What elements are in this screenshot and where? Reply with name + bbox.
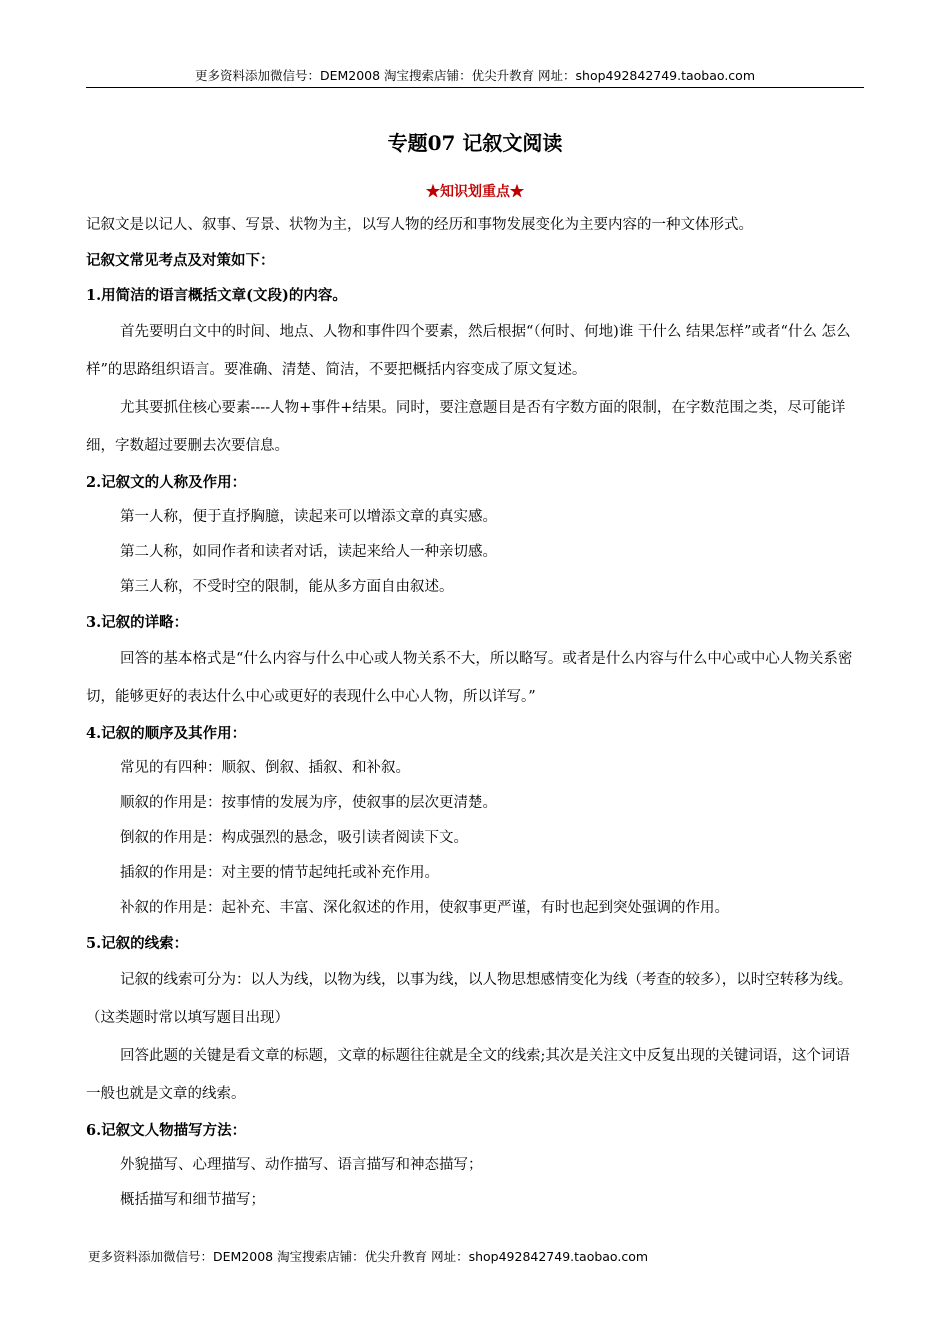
body-paragraph: 第一人称，便于直抒胸臆，读起来可以增添文章的真实感。: [120, 509, 497, 525]
section-heading: 5.记叙的线索：: [86, 935, 189, 952]
body-paragraph: 顺叙的作用是：按事情的发展为序，使叙事的层次更清楚。: [120, 795, 497, 811]
section-heading: 3.记叙的详略：: [86, 614, 189, 631]
header-divider: [86, 87, 864, 88]
document-body: [86, 208, 864, 1218]
body-paragraph: 第三人称，不受时空的限制，能从多方面自由叙述。: [120, 579, 454, 595]
section-heading: 6.记叙文人物描写方法：: [86, 1122, 247, 1139]
document-title: 专题07 记叙文阅读: [387, 131, 563, 155]
body-paragraph: 首先要明白文中的时间、地点、人物和事件四个要素，然后根据“（何时、何地)谁 干什么 结果怎样”或者“什么 怎么样”的思路组织语言。要准确、清楚、简洁，不要把概括内容变成了原文复述。: [86, 324, 851, 378]
body-paragraph: 回答此题的关键是看文章的标题，文章的标题往往就是全文的线索;其次是关注文中反复出现的关键词语，这个词语一般也就是文章的线索。: [86, 1048, 850, 1102]
body-paragraph: 第二人称，如同作者和读者对话，读起来给人一种亲切感。: [120, 544, 497, 560]
body-paragraph: 概括描写和细节描写；: [120, 1192, 265, 1208]
section-heading: 1.用简洁的语言概括文章(文段)的内容。: [86, 287, 347, 304]
body-paragraph: 插叙的作用是：对主要的情节起纯托或补充作用。: [120, 865, 439, 881]
body-paragraph: 倒叙的作用是：构成强烈的悬念，吸引读者阅读下文。: [120, 830, 468, 846]
body-paragraph: 尤其要抓住核心要素----人物+事件+结果。同时，要注意题目是否有字数方面的限制，在字数范围之类，尽可能详细，字数超过要删去次要信息。: [86, 400, 846, 454]
intro-paragraph: 记叙文是以记人、叙事、写景、状物为主，以写人物的经历和事物发展变化为主要内容的一种文体形式。: [86, 217, 753, 233]
page-footer: 更多资料添加微信号：DEM2008 淘宝搜索店铺：优尖升教育 网址：shop492842749.taobao.com: [88, 1249, 649, 1264]
body-paragraph: 外貌描写、心理描写、动作描写、语言描写和神态描写；: [120, 1157, 483, 1173]
section-heading: 记叙文常见考点及对策如下：: [86, 252, 275, 269]
body-paragraph: 补叙的作用是：起补充、丰富、深化叙述的作用，使叙事更严谨，有时也起到突处强调的作用。: [120, 900, 729, 916]
body-paragraph: 回答的基本格式是“什么内容与什么中心或人物关系不大，所以略写。或者是什么内容与什么中心或中心人物关系密切，能够更好的表达什么中心或更好的表现什么中心人物，所以详写。”: [86, 651, 853, 705]
section-heading: 2.记叙文的人称及作用：: [86, 474, 247, 491]
section-heading: 4.记叙的顺序及其作用：: [86, 725, 247, 742]
section-subtitle: ★知识划重点★: [426, 184, 524, 200]
page-header: 更多资料添加微信号：DEM2008 淘宝搜索店铺：优尖升教育 网址：shop492842749.taobao.com: [194, 68, 756, 83]
body-paragraph: 记叙的线索可分为：以人为线，以物为线，以事为线，以人物思想感情变化为线（考查的较多），以时空转移为线。（这类题时常以填写题目出现）: [86, 972, 853, 1026]
body-paragraph: 常见的有四种：顺叙、倒叙、插叙、和补叙。: [120, 760, 410, 776]
